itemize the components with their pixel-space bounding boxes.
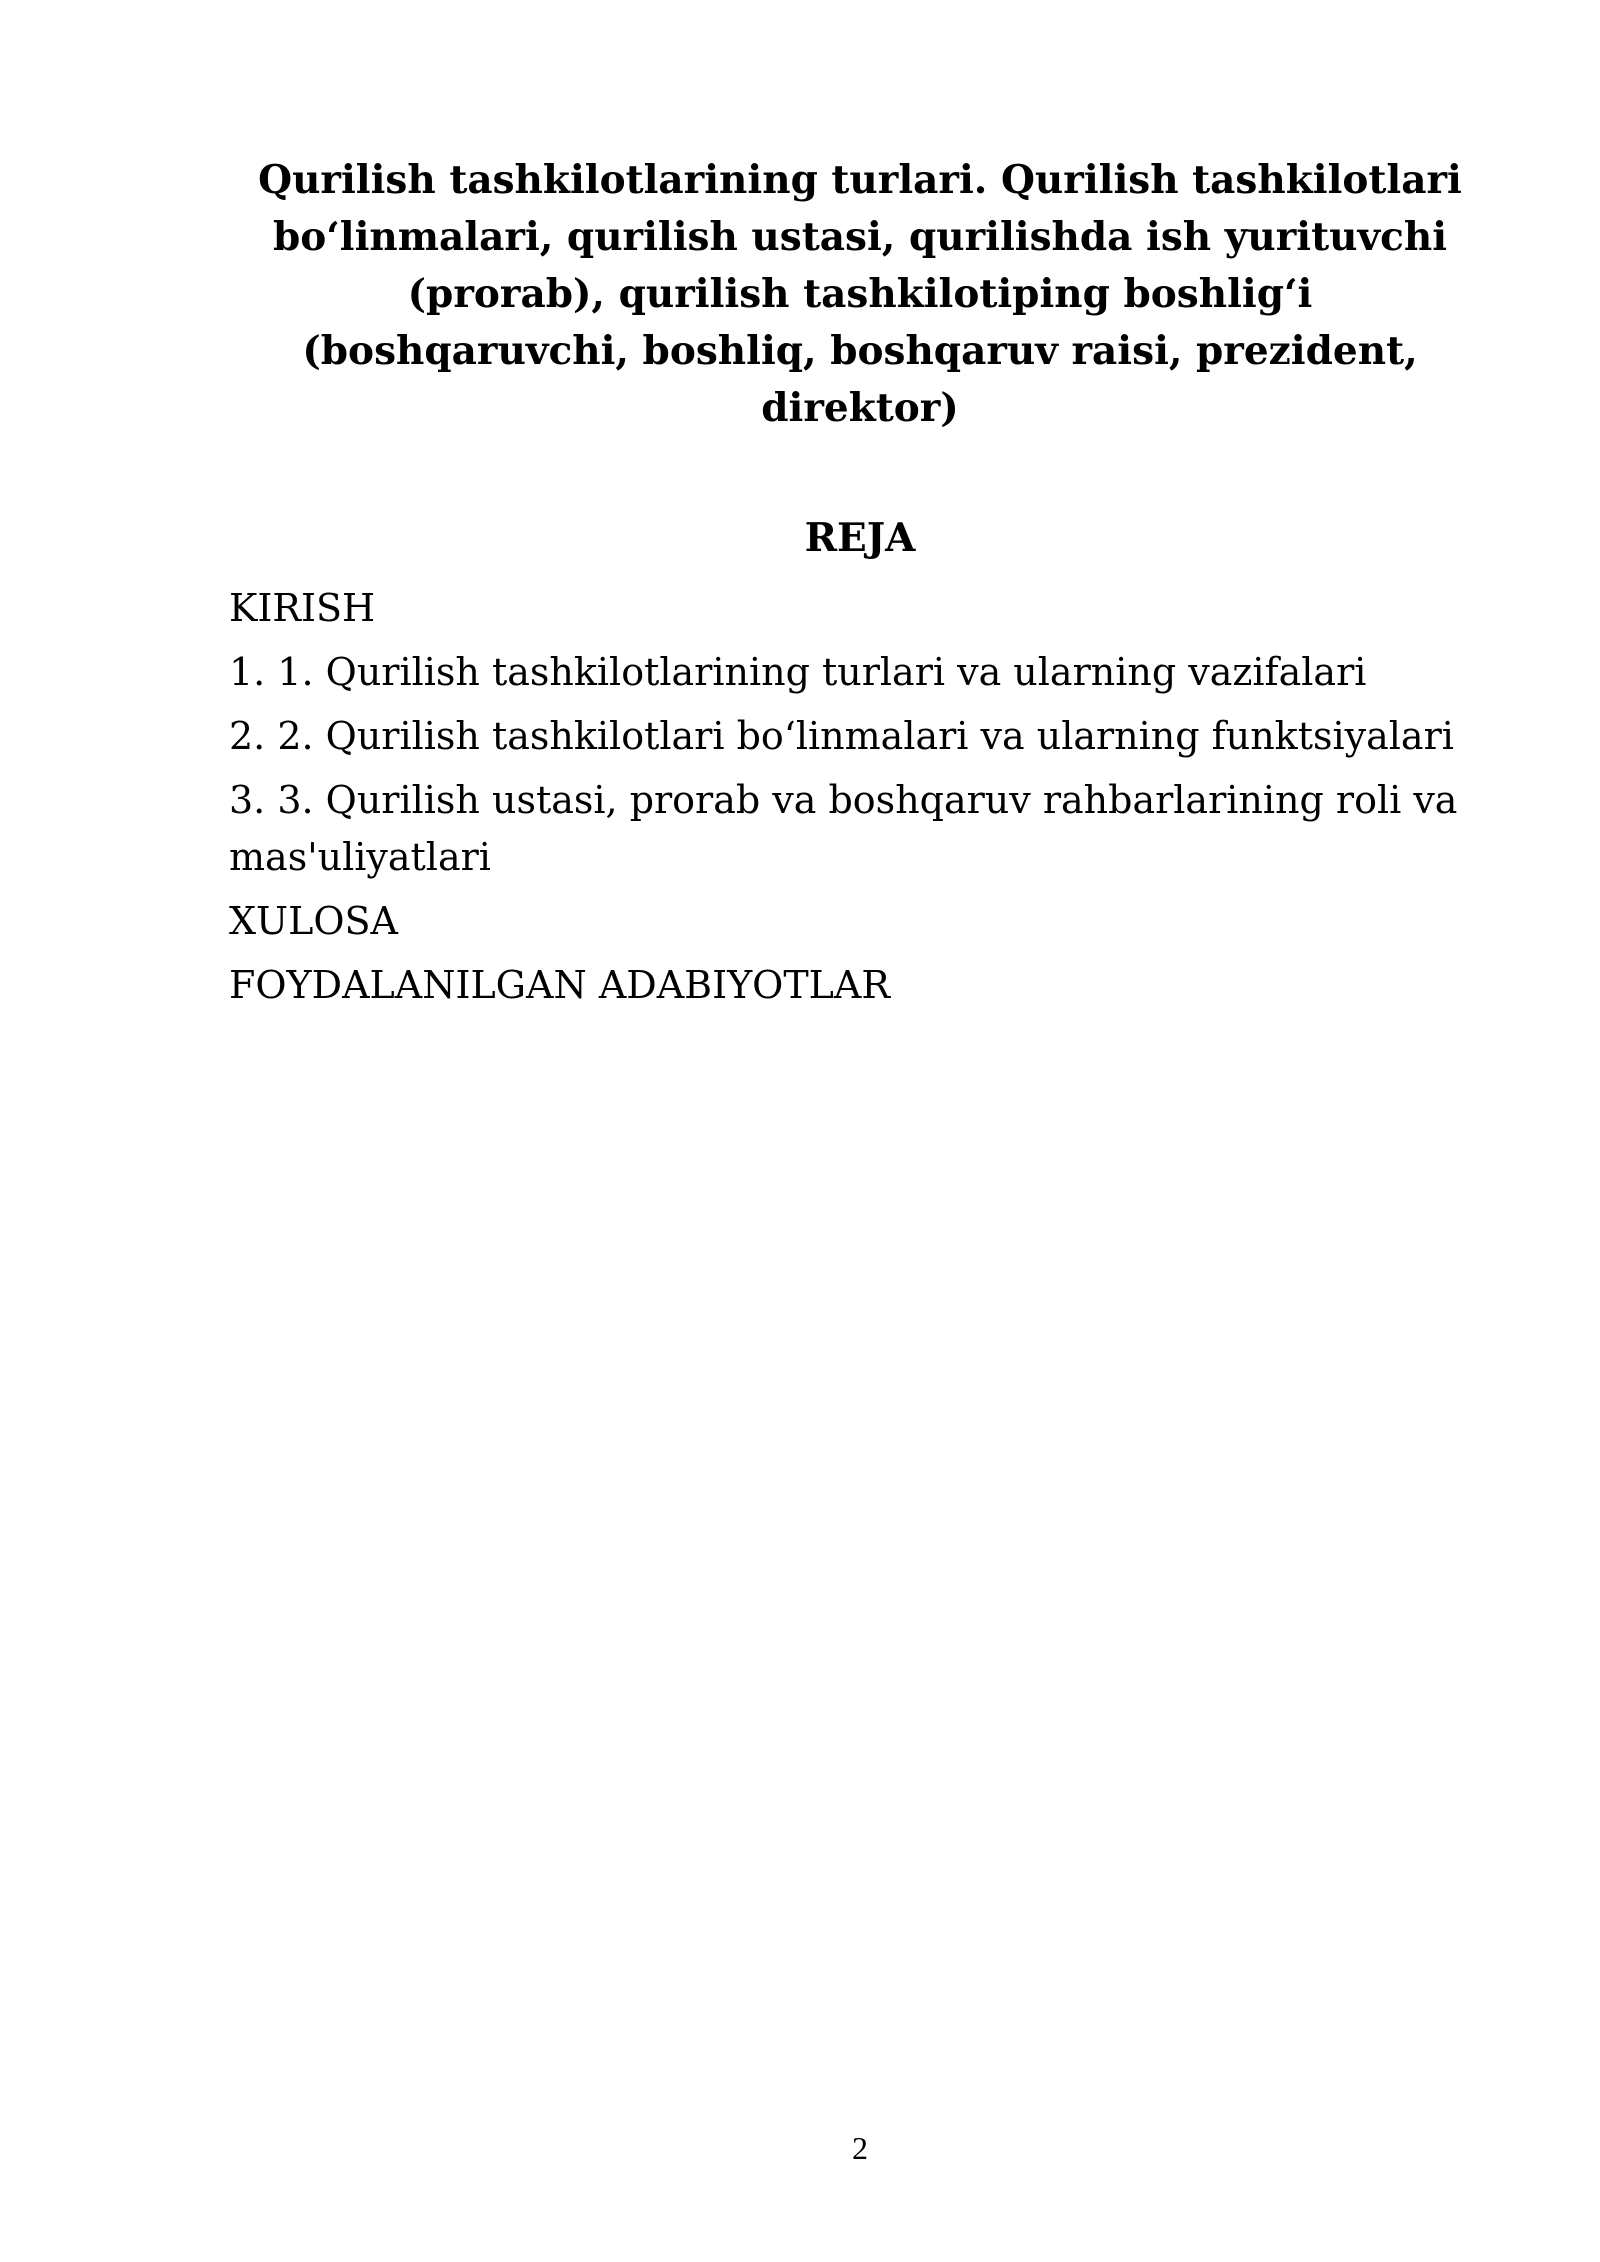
- plan-item-conclusion: XULOSA: [229, 899, 398, 943]
- plan-item-references: FOYDALANILGAN ADABIYOTLAR: [229, 963, 890, 1007]
- page-title: Qurilish tashkilotlarining turlari. Qurilish tashkilotlari bo‘linmalari, qurilish ustasi, qurilishda ish yurituvchi (prorab), qurilish tashkilotiping boshlig‘i (boshqaruvchi, boshliq, boshqaruv raisi, prezident, direktor): [258, 157, 1462, 431]
- plan-item-introduction: KIRISH: [229, 586, 376, 630]
- plan-heading: REJA: [804, 515, 916, 561]
- plan-item-3: 3. 3. Qurilish ustasi, prorab va boshqaruv rahbarlarining roli va mas'uliyatlari: [229, 778, 1458, 879]
- page-number: 2: [852, 2130, 868, 2166]
- plan-item-1: 1. 1. Qurilish tashkilotlarining turlari va ularning vazifalari: [229, 650, 1367, 694]
- plan-item-2: 2. 2. Qurilish tashkilotlari bo‘linmalari va ularning funktsiyalari: [229, 714, 1454, 758]
- plan-list: [229, 580, 1509, 1021]
